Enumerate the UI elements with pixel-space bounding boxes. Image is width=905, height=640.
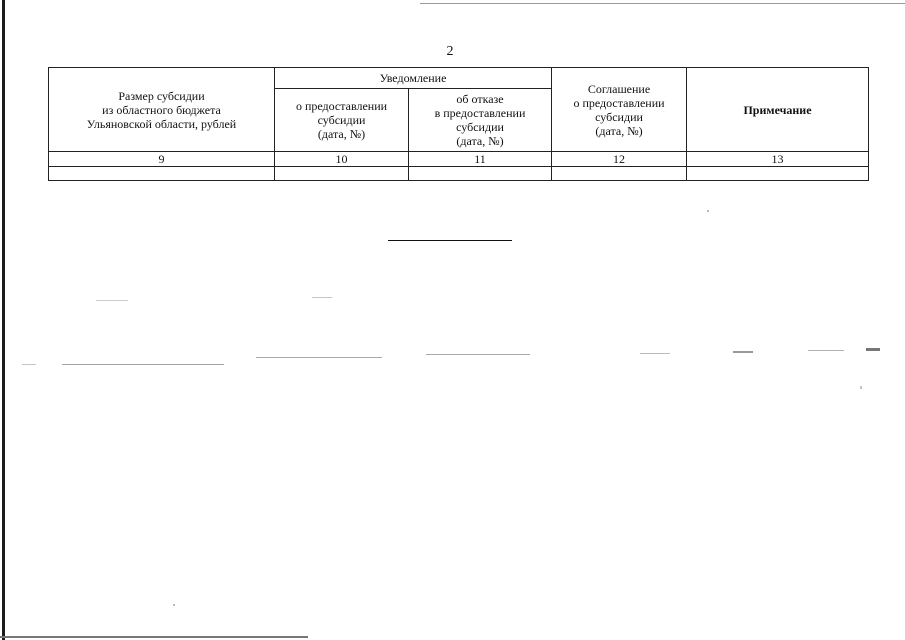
column-number: 12 [552,152,687,167]
scan-noise [640,353,670,354]
scan-noise [426,354,530,355]
scan-bottom-line [0,636,308,638]
table-cell [275,167,409,181]
column-number: 11 [409,152,552,167]
subsidy-table [48,67,869,181]
scan-noise [866,348,880,351]
page-number: 2 [446,44,454,59]
scan-noise [22,364,36,365]
header-row-1 [49,68,869,89]
header-notice-grant: о предоставлении субсидии (дата, №) [275,89,409,152]
scan-noise [173,604,175,606]
scan-noise [96,300,128,301]
column-number: 10 [275,152,409,167]
scan-noise [256,357,382,358]
scan-noise [62,364,224,365]
column-number: 13 [687,152,869,167]
table-cell [552,167,687,181]
scan-noise [312,297,332,298]
header-note: Примечание [687,68,869,152]
scan-left-edge [2,0,5,640]
column-number: 9 [49,152,275,167]
header-subsidy-amount: Размер субсидии из областного бюджета Ульяновской области, рублей [49,68,275,152]
scan-top-line [420,3,905,4]
header-agreement: Соглашение о предоставлении субсидии (дата, №) [552,68,687,152]
table-cell [687,167,869,181]
scan-noise [808,350,844,351]
scan-noise [707,210,709,212]
scan-noise [860,386,862,389]
table-cell [49,167,275,181]
header-notice-refusal: об отказе в предоставлении субсидии (дата, №) [409,89,552,152]
scan-noise [733,351,753,353]
separator-line [388,240,512,241]
column-number-row [49,152,869,167]
header-notice: Уведомление [275,68,552,89]
table-cell [409,167,552,181]
table-row [49,167,869,181]
